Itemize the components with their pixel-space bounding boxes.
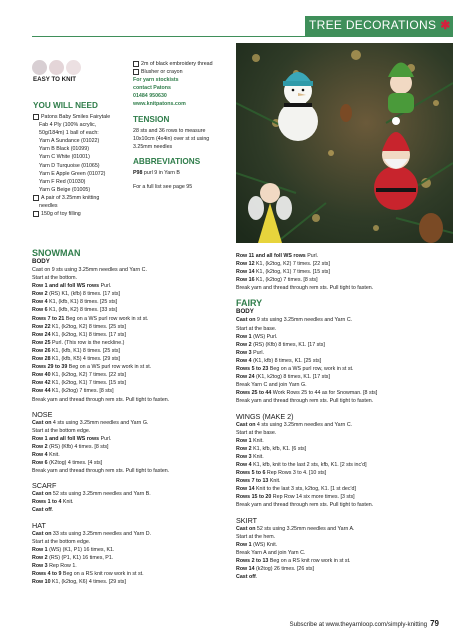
instruction-text: K1, (k2tog, K1) 7 times. [15 sts] (50, 380, 126, 387)
part-heading: SKIRT (236, 515, 258, 525)
instruction-text: Break yarn and thread through rem sts. Pull tight to fasten. (236, 285, 374, 292)
instruction-text: Knit. (251, 437, 264, 444)
instruction-text: Knit. (61, 499, 74, 506)
instruction-text: Purl. (305, 253, 319, 259)
instruction-line (236, 493, 441, 501)
instruction-text: K1, (kfb, K2) 8 times. [33 sts] (47, 307, 118, 314)
instruction-text: 52 sts using 3.25mm needles and Yarn A. (255, 525, 355, 532)
instruction-line (32, 467, 228, 475)
instruction-line (236, 373, 441, 381)
instruction-text: K1, (k2tog, K6) 4 times. [29 sts] (50, 579, 126, 586)
instruction-label: Row 14 (236, 566, 255, 572)
instruction-label: Cast on (236, 421, 256, 428)
snowman-decoration (278, 72, 318, 141)
instruction-text: K1, (kfb, K1) 8 times. [25 sts] (47, 299, 118, 306)
instruction-text: Rep Row 14 six more times. [3 sts] (271, 494, 355, 501)
instruction-line (32, 427, 228, 435)
instruction-text: Start at the bottom edge. (32, 427, 91, 434)
instruction-text: Cast on 9 sts using 3.25mm needles and Yarn C. (32, 267, 147, 273)
instruction-text: Purl. (This row is the neckline.) (50, 339, 125, 346)
instruction-line (236, 469, 441, 477)
instruction-text: Start at the base. (236, 429, 277, 436)
instruction-text: Beg on a WS purl row work in st st. (64, 315, 149, 322)
pattern-column-right (236, 252, 441, 581)
section-title: SNOWMAN (32, 248, 81, 258)
instruction-text: Knit. (268, 478, 281, 485)
instruction-label: Row 4 (32, 299, 48, 306)
instruction-text: K1, (k2tog) 7 times. [8 sts] (254, 277, 318, 284)
extra-item: Blusher or crayon (133, 68, 229, 76)
instruction-text: (K1, k2tog) 8 times, K1. [17 sts] (254, 374, 330, 381)
instruction-label: Row 16 (236, 277, 255, 284)
checkbox-icon (133, 69, 139, 75)
instruction-label: Row 22 (32, 323, 51, 330)
instruction-line (32, 379, 228, 387)
instruction-line (32, 347, 228, 355)
instruction-line (236, 453, 441, 461)
instruction-text: Break yarn and thread through rem sts. Pull tight to fasten. (236, 398, 374, 405)
instruction-label: Row 11 and all foll WS rows (236, 253, 306, 259)
instruction-line (32, 490, 228, 498)
instruction-text: (K1, kfb) 8 times, K1. [25 sts] (251, 357, 322, 364)
checkbox-icon (33, 211, 39, 217)
need-item: A pair of 3.25mm knitting (33, 194, 129, 202)
instruction-line (236, 525, 441, 533)
footer (290, 619, 439, 628)
instruction-label: Row 1 (32, 546, 48, 553)
instruction-line (32, 435, 228, 443)
instruction-line (32, 355, 228, 363)
instruction-line (236, 284, 441, 292)
instruction-line (236, 397, 441, 405)
instruction-label: Rows 15 to 20 (236, 494, 272, 501)
instruction-label: Rows 2 to 13 (236, 557, 269, 564)
instruction-line (236, 549, 441, 557)
instruction-label: Cast on (32, 530, 52, 537)
instruction-label: Rows 25 to 44 (236, 390, 272, 397)
instruction-line (236, 276, 441, 284)
instruction-line (236, 485, 441, 493)
instruction-line (236, 533, 441, 541)
instruction-text: (RS) (P1, K1) 16 times, P1. (47, 554, 114, 561)
instruction-line (236, 445, 441, 453)
instruction-text: 9 sts using 3.25mm needles and Yarn C. (255, 317, 353, 324)
instruction-line (32, 554, 228, 562)
instruction-label: Row 2 (236, 445, 252, 452)
part-heading: NOSE (32, 409, 53, 419)
tension-line: 10x10cm (4x4in) over st st using (133, 135, 210, 142)
instruction-line (236, 501, 441, 509)
need-item: Yarn A Sundance (01022) (39, 138, 100, 145)
instruction-text: (WS) (K1, P1) 16 times, K1. (47, 546, 115, 553)
abbreviation-line: P98 purl 9 in Yarn B (133, 169, 180, 176)
full-list-note: For a full list see page 95 (133, 183, 193, 190)
subsection-heading: BODY (32, 258, 50, 265)
checkbox-icon (33, 114, 39, 120)
yarn-ball-icon (32, 60, 47, 75)
instruction-text: Beg on a WS purl row, work in st st. (268, 366, 354, 373)
tension-heading: TENSION (133, 114, 170, 124)
instruction-label: Row 4 (236, 357, 252, 364)
star-icon: ✱ (440, 18, 451, 32)
instruction-label: Cast on (236, 525, 256, 532)
instruction-text: Start at the base. (236, 325, 277, 332)
instruction-text: . (255, 574, 258, 581)
instruction-line (32, 562, 228, 570)
instruction-label: Rows 4 to 9 (32, 571, 62, 577)
tension-line: 28 sts and 36 rows to measure (133, 127, 206, 134)
instruction-text: Beg on a RS knit row work in st st. (268, 557, 351, 564)
instruction-label: Row 6 (32, 307, 48, 314)
instruction-line (236, 268, 441, 276)
instruction-label: Rows 29 to 39 (32, 364, 68, 371)
instruction-line (236, 429, 441, 437)
instruction-text: Purl. (251, 349, 264, 356)
instruction-text: K1, (k2tog, K2) 7 times. [22 sts] (50, 372, 126, 379)
tension-line: 3.25mm needles (133, 143, 173, 150)
instruction-label: Cast on (32, 419, 52, 426)
instruction-label: Row 26 (32, 347, 51, 354)
instruction-text: Beg on a WS purl row work in st st. (67, 364, 152, 371)
instruction-line (236, 437, 441, 445)
instruction-line (32, 315, 228, 323)
instruction-label: Row 3 (236, 349, 252, 356)
instruction-text: Break Yarn C and join Yarn G. (236, 382, 307, 389)
instruction-text: 33 sts using 3.25mm needles and Yarn D. (51, 530, 152, 537)
checkbox-icon (133, 61, 139, 67)
need-item: 150g of toy filling (33, 210, 129, 218)
instruction-line (32, 339, 228, 347)
stockist-line: 01484 950630 (133, 93, 167, 100)
instruction-text: K1, (k2tog, K2) 8 times. [25 sts] (50, 323, 126, 330)
instruction-line (32, 266, 228, 274)
instruction-line (32, 298, 228, 306)
abbreviations-heading: ABBREVIATIONS (133, 156, 201, 166)
instruction-label: Row 1 and all foll WS rows (32, 435, 100, 442)
instruction-text: Break yarn and thread through rem sts. Pull tight to fasten. (236, 502, 374, 509)
instruction-label: Row 2 (236, 341, 252, 348)
instruction-text: K1, (k2tog, K1) 8 times. [17 sts] (50, 331, 126, 338)
page-number: 79 (430, 619, 439, 628)
header-rule (32, 36, 453, 37)
subsection-heading: BODY (236, 308, 254, 316)
instruction-label: Row 14 (236, 486, 255, 493)
instruction-line (236, 389, 441, 397)
instruction-text: Knit. (251, 453, 264, 460)
instruction-text: Purl. (99, 283, 112, 290)
need-item: Yarn F Red (01030) (39, 178, 86, 185)
instruction-line (32, 387, 228, 395)
instruction-line (32, 538, 228, 546)
need-item: 50g/184m) 1 ball of each: (39, 130, 99, 137)
instruction-line (32, 396, 228, 404)
instruction-text: 4 sts using 3.25mm needles and Yarn C. (255, 421, 353, 428)
instruction-label: Row 14 (236, 269, 255, 276)
instruction-label: Cast off (32, 507, 52, 514)
section-title: TREE DECORATIONS ✱ (309, 18, 451, 32)
instruction-line (236, 357, 441, 365)
instruction-label: Row 1 (236, 437, 252, 444)
instruction-label: Rows 7 to 13 (236, 478, 269, 485)
instruction-label: Row 3 (236, 453, 252, 460)
pattern-column-left (32, 248, 228, 586)
instruction-label: Row 2 (32, 554, 48, 561)
instruction-text: K1, (k2tog) 7 times. [8 sts] (50, 388, 114, 395)
instruction-line (32, 459, 228, 467)
stockist-line: contact Patons (133, 85, 171, 92)
extra-item: 2m of black embroidery thread (133, 60, 229, 68)
you-will-need-section (33, 101, 129, 218)
instruction-line (32, 323, 228, 331)
instruction-label: Row 42 (32, 380, 51, 387)
instruction-line (236, 325, 441, 333)
need-item: Fab 4 Ply (100% acrylic, (39, 122, 97, 129)
instruction-line (236, 477, 441, 485)
instruction-line (32, 282, 228, 290)
instruction-text: (RS) (Kfb) 8 times, K1. [17 sts] (251, 341, 325, 348)
instruction-line (236, 260, 441, 268)
instruction-label: Rows 5 to 23 (236, 366, 269, 373)
instruction-label: Row 28 (32, 356, 51, 363)
instruction-line (236, 349, 441, 357)
instruction-line (236, 461, 441, 469)
instruction-label: Row 24 (32, 331, 51, 338)
instruction-label: Row 44 (32, 388, 51, 395)
instruction-label: Row 12 (236, 261, 255, 268)
yarn-ball-icon (49, 60, 64, 75)
instruction-text: (RS) K1, (kfb) 8 times. [17 sts] (47, 291, 121, 298)
instruction-label: Row 2 (32, 291, 48, 298)
instruction-text: K1, kfb, kfb, K1. [6 sts] (251, 445, 307, 452)
instruction-text: Knit. (47, 451, 60, 458)
instruction-text: K1, kfb, knit to the last 2 sts, kfb, K1. [2 sts inc'd] (251, 461, 367, 468)
instruction-line (32, 363, 228, 371)
instruction-text: Work Rows 25 to 44 as for Snowman. [8 sts] (271, 390, 378, 397)
instruction-text: Beg on a RS knit row work in st st. (61, 571, 144, 577)
instruction-line (32, 419, 228, 427)
skill-level-label: EASY TO KNIT (33, 76, 77, 83)
instruction-text: Rep Row 1. (47, 562, 77, 569)
instruction-label: Row 4 (236, 461, 252, 468)
instruction-label: Cast on (32, 491, 52, 498)
instruction-line (32, 306, 228, 314)
instruction-text: (K2tog) 4 times. [4 sts] (47, 460, 103, 467)
instruction-line (32, 506, 228, 514)
instruction-text: . (51, 507, 54, 514)
checkbox-icon (33, 195, 39, 201)
instruction-label: Rows 7 to 21 (32, 315, 65, 322)
instruction-line (32, 371, 228, 379)
instruction-line (32, 530, 228, 538)
instruction-line (236, 381, 441, 389)
instruction-label: Row 1 (236, 333, 252, 340)
instruction-line (32, 498, 228, 506)
instruction-text: K1, (kfb, K1) 8 times. [25 sts] (50, 347, 121, 354)
instruction-text: (k2tog) 26 times. [26 sts] (254, 566, 315, 572)
instruction-label: Row 25 (32, 339, 51, 346)
instruction-text: 52 sts using 3.25mm needles and Yarn B. (51, 491, 151, 498)
need-item: Yarn E Apple Green (01072) (39, 170, 106, 177)
instruction-line (236, 333, 441, 341)
instruction-line (236, 557, 441, 565)
instruction-text: (RS) (Kfb) 4 times. [8 sts] (47, 443, 109, 450)
section-title: FAIRY (236, 298, 263, 309)
subscribe-line: Subscribe at www.theyarnloop.com/simply-knitting (289, 621, 428, 628)
instruction-line (236, 565, 441, 573)
instruction-line (32, 331, 228, 339)
instruction-label: Row 1 (236, 541, 252, 548)
instruction-label: Row 6 (32, 460, 48, 467)
instruction-text: Start at the bottom edge. (32, 538, 91, 545)
instruction-text: K1, (kfb, K5) 4 times. [29 sts] (50, 356, 121, 363)
stockist-line: For yarn stockists (133, 77, 179, 84)
need-item: Patons Baby Smiles Fairytale (33, 113, 129, 121)
instruction-text: K1, (k2tog, K1) 7 times. [15 sts] (254, 269, 330, 276)
instruction-line (32, 443, 228, 451)
instruction-label: Row 1 and all foll WS rows (32, 283, 100, 290)
instruction-text: Purl. (99, 435, 112, 442)
need-item: Yarn D Turquoise (01065) (39, 162, 100, 169)
instruction-text: K1, (k2tog, K2) 7 times. [22 sts] (254, 261, 330, 268)
instruction-text: Rep Rows 3 to 4. [10 sts] (265, 470, 327, 477)
instruction-line (32, 290, 228, 298)
instruction-label: Rows 1 to 4 (32, 499, 62, 506)
instruction-line (236, 316, 441, 324)
tree-decorations-photo (236, 43, 453, 243)
instruction-label: Cast on (236, 317, 256, 324)
elf-decoration (388, 63, 414, 114)
instruction-label: Row 10 (32, 579, 51, 586)
instruction-line (32, 451, 228, 459)
instruction-line (236, 365, 441, 373)
instruction-text: Break yarn and thread through rem sts. Pull tight to fasten. (32, 468, 170, 475)
instruction-label: Row 3 (32, 562, 48, 569)
you-will-need-heading: YOU WILL NEED (33, 101, 98, 110)
part-heading: SCARF (32, 481, 57, 491)
instruction-label: Rows 5 to 6 (236, 470, 266, 477)
part-heading: WINGS (MAKE 2) (236, 411, 294, 421)
instruction-line (32, 570, 228, 578)
need-item: needles (39, 203, 58, 210)
instruction-text: Start at the bottom. (32, 275, 78, 282)
instruction-line (236, 421, 441, 429)
need-item: Yarn C White (01001) (39, 154, 90, 161)
instruction-text: Break yarn and thread through rem sts. Pull tight to fasten. (32, 396, 170, 403)
need-item: Yarn G Beige (01005) (39, 186, 91, 193)
instruction-line (32, 546, 228, 554)
need-item: Yarn B Black (01099) (39, 146, 89, 153)
stockist-line: www.knitpatons.com (133, 101, 186, 108)
instruction-label: Row 24 (236, 374, 255, 381)
instruction-text: (WS) Purl. (251, 333, 278, 340)
instruction-line (236, 573, 441, 581)
instruction-line (32, 274, 228, 282)
instruction-label: Cast off (236, 574, 256, 581)
instruction-line (236, 341, 441, 349)
part-heading: HAT (32, 520, 46, 530)
instruction-text: Knit to the last 3 sts, k2tog, K1. [1 st dec'd] (254, 486, 356, 493)
yarn-ball-icon (66, 60, 81, 75)
instruction-text: Break Yarn A and join Yarn C. (236, 549, 306, 556)
instruction-text: (WS) Knit. (251, 541, 278, 548)
extras-section (133, 60, 229, 191)
instruction-text: 4 sts using 3.25mm needles and Yarn G. (51, 419, 149, 426)
instruction-text: Start at the hem. (236, 533, 276, 540)
instruction-line (236, 541, 441, 549)
instruction-label: Row 40 (32, 372, 51, 379)
instruction-label: Row 4 (32, 451, 48, 458)
instruction-line (236, 252, 441, 260)
instruction-line (32, 578, 228, 586)
instruction-label: Row 2 (32, 443, 48, 450)
